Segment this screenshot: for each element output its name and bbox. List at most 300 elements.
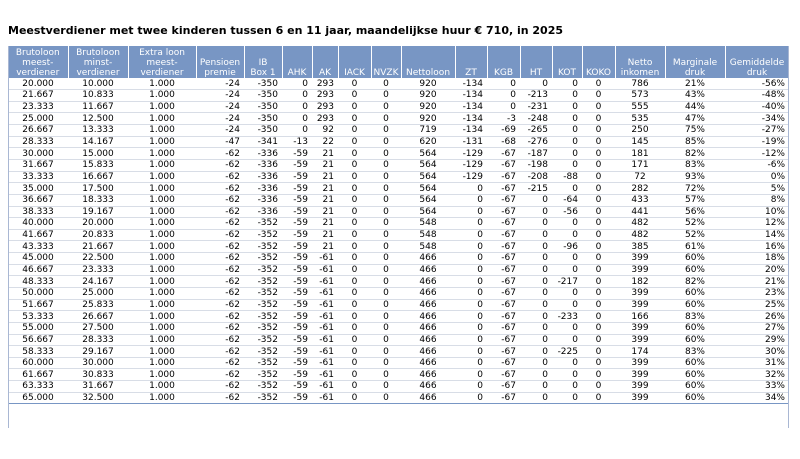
cell-ak: -61 bbox=[312, 299, 338, 311]
cell-pp: -47 bbox=[196, 136, 244, 148]
cell-bm: 23.333 bbox=[8, 101, 68, 113]
cell-ni: 174 bbox=[615, 346, 665, 358]
cell-pp: -62 bbox=[196, 311, 244, 323]
cell-ni: 250 bbox=[615, 125, 665, 137]
cell-kot: 0 bbox=[552, 90, 582, 102]
cell-koko: 0 bbox=[582, 392, 615, 404]
cell-kgb: -67 bbox=[487, 392, 520, 404]
cell-gd: 29% bbox=[725, 334, 789, 346]
cell-ht: -215 bbox=[520, 183, 552, 195]
cell-iack: 0 bbox=[338, 171, 371, 183]
cell-nvzk: 0 bbox=[371, 194, 401, 206]
cell-iack: 0 bbox=[338, 194, 371, 206]
table-row bbox=[8, 311, 789, 323]
cell-iack: 0 bbox=[338, 159, 371, 171]
cell-pp: -24 bbox=[196, 113, 244, 125]
column-header-gd: Gemiddelde druk bbox=[725, 46, 789, 78]
cell-ahk: -59 bbox=[282, 241, 312, 253]
cell-ahk: -59 bbox=[282, 381, 312, 393]
cell-ahk: -59 bbox=[282, 194, 312, 206]
cell-bm: 43.333 bbox=[8, 241, 68, 253]
cell-ib: -352 bbox=[244, 311, 282, 323]
cell-pp: -62 bbox=[196, 183, 244, 195]
cell-md: 85% bbox=[665, 136, 725, 148]
cell-koko: 0 bbox=[582, 241, 615, 253]
cell-ahk: -59 bbox=[282, 392, 312, 404]
cell-md: 60% bbox=[665, 287, 725, 299]
cell-pp: -62 bbox=[196, 357, 244, 369]
cell-ht: 0 bbox=[520, 253, 552, 265]
cell-gd: 32% bbox=[725, 369, 789, 381]
cell-ni: 399 bbox=[615, 322, 665, 334]
cell-ib: -352 bbox=[244, 253, 282, 265]
cell-nl: 466 bbox=[401, 346, 455, 358]
cell-kot: 0 bbox=[552, 136, 582, 148]
cell-kgb: -67 bbox=[487, 264, 520, 276]
cell-nl: 920 bbox=[401, 101, 455, 113]
cell-ib: -352 bbox=[244, 381, 282, 393]
cell-kot: 0 bbox=[552, 392, 582, 404]
cell-ak: -61 bbox=[312, 264, 338, 276]
cell-zt: 0 bbox=[455, 357, 487, 369]
cell-gd: 25% bbox=[725, 299, 789, 311]
cell-bn: 20.833 bbox=[68, 229, 128, 241]
cell-kgb: -67 bbox=[487, 159, 520, 171]
column-header-ht: HT bbox=[520, 46, 552, 78]
cell-gd: 21% bbox=[725, 276, 789, 288]
cell-kgb: -67 bbox=[487, 241, 520, 253]
cell-zt: -134 bbox=[455, 90, 487, 102]
cell-ht: 0 bbox=[520, 78, 552, 90]
cell-nvzk: 0 bbox=[371, 125, 401, 137]
cell-kot: 0 bbox=[552, 299, 582, 311]
cell-ahk: 0 bbox=[282, 90, 312, 102]
cell-bm: 21.667 bbox=[8, 90, 68, 102]
cell-nvzk: 0 bbox=[371, 392, 401, 404]
cell-bn: 20.000 bbox=[68, 218, 128, 230]
cell-ni: 399 bbox=[615, 381, 665, 393]
column-header-nvzk: NVZK bbox=[371, 46, 401, 78]
cell-kot: 0 bbox=[552, 253, 582, 265]
cell-ak: -61 bbox=[312, 287, 338, 299]
cell-kgb: -67 bbox=[487, 287, 520, 299]
cell-md: 72% bbox=[665, 183, 725, 195]
cell-nvzk: 0 bbox=[371, 90, 401, 102]
cell-ht: 0 bbox=[520, 322, 552, 334]
cell-kot: 0 bbox=[552, 322, 582, 334]
cell-nvzk: 0 bbox=[371, 171, 401, 183]
cell-koko: 0 bbox=[582, 90, 615, 102]
cell-bn: 30.833 bbox=[68, 369, 128, 381]
column-header-iack: IACK bbox=[338, 46, 371, 78]
cell-ex: 1.000 bbox=[128, 136, 196, 148]
cell-ahk: -59 bbox=[282, 334, 312, 346]
cell-ex: 1.000 bbox=[128, 206, 196, 218]
cell-nvzk: 0 bbox=[371, 229, 401, 241]
cell-ex: 1.000 bbox=[128, 241, 196, 253]
cell-pp: -62 bbox=[196, 148, 244, 160]
column-header-md: Marginale druk bbox=[665, 46, 725, 78]
cell-gd: 27% bbox=[725, 322, 789, 334]
cell-ex: 1.000 bbox=[128, 381, 196, 393]
cell-ahk: -59 bbox=[282, 183, 312, 195]
cell-gd: 8% bbox=[725, 194, 789, 206]
cell-ib: -352 bbox=[244, 241, 282, 253]
cell-zt: -129 bbox=[455, 159, 487, 171]
cell-gd: 23% bbox=[725, 287, 789, 299]
cell-koko: 0 bbox=[582, 299, 615, 311]
cell-gd: -48% bbox=[725, 90, 789, 102]
cell-ib: -352 bbox=[244, 264, 282, 276]
cell-ex: 1.000 bbox=[128, 78, 196, 90]
cell-ib: -352 bbox=[244, 334, 282, 346]
cell-nl: 466 bbox=[401, 334, 455, 346]
cell-ib: -352 bbox=[244, 218, 282, 230]
cell-bm: 35.000 bbox=[8, 183, 68, 195]
cell-ib: -352 bbox=[244, 287, 282, 299]
cell-gd: 31% bbox=[725, 357, 789, 369]
cell-iack: 0 bbox=[338, 322, 371, 334]
cell-bn: 23.333 bbox=[68, 264, 128, 276]
cell-ak: -61 bbox=[312, 311, 338, 323]
cell-ni: 399 bbox=[615, 334, 665, 346]
cell-zt: 0 bbox=[455, 264, 487, 276]
cell-bn: 30.000 bbox=[68, 357, 128, 369]
cell-kot: 0 bbox=[552, 381, 582, 393]
cell-bn: 25.833 bbox=[68, 299, 128, 311]
cell-nvzk: 0 bbox=[371, 276, 401, 288]
cell-bm: 60.000 bbox=[8, 357, 68, 369]
table-header bbox=[8, 46, 789, 78]
cell-ni: 166 bbox=[615, 311, 665, 323]
cell-ahk: -59 bbox=[282, 159, 312, 171]
cell-nl: 564 bbox=[401, 159, 455, 171]
table-row bbox=[8, 78, 789, 90]
cell-ni: 399 bbox=[615, 287, 665, 299]
cell-nvzk: 0 bbox=[371, 113, 401, 125]
cell-kot: 0 bbox=[552, 159, 582, 171]
cell-koko: 0 bbox=[582, 148, 615, 160]
cell-pp: -24 bbox=[196, 125, 244, 137]
cell-iack: 0 bbox=[338, 148, 371, 160]
cell-gd: -56% bbox=[725, 78, 789, 90]
cell-kot: 0 bbox=[552, 357, 582, 369]
cell-ht: 0 bbox=[520, 369, 552, 381]
table-row bbox=[8, 241, 789, 253]
cell-ex: 1.000 bbox=[128, 229, 196, 241]
cell-gd: 10% bbox=[725, 206, 789, 218]
table-row bbox=[8, 253, 789, 265]
column-header-ni: Netto inkomen bbox=[615, 46, 665, 78]
cell-md: 60% bbox=[665, 381, 725, 393]
cell-nl: 620 bbox=[401, 136, 455, 148]
cell-nvzk: 0 bbox=[371, 148, 401, 160]
cell-ahk: -59 bbox=[282, 264, 312, 276]
cell-kgb: 0 bbox=[487, 78, 520, 90]
cell-pp: -62 bbox=[196, 194, 244, 206]
cell-ahk: -59 bbox=[282, 218, 312, 230]
cell-iack: 0 bbox=[338, 346, 371, 358]
cell-ex: 1.000 bbox=[128, 183, 196, 195]
cell-ak: 21 bbox=[312, 206, 338, 218]
table-row bbox=[8, 369, 789, 381]
cell-pp: -62 bbox=[196, 229, 244, 241]
cell-ak: 293 bbox=[312, 101, 338, 113]
cell-bm: 55.000 bbox=[8, 322, 68, 334]
cell-kot: -217 bbox=[552, 276, 582, 288]
cell-ak: -61 bbox=[312, 334, 338, 346]
cell-koko: 0 bbox=[582, 194, 615, 206]
cell-bm: 51.667 bbox=[8, 299, 68, 311]
cell-koko: 0 bbox=[582, 125, 615, 137]
cell-kot: 0 bbox=[552, 369, 582, 381]
cell-zt: 0 bbox=[455, 346, 487, 358]
cell-ak: 21 bbox=[312, 159, 338, 171]
cell-ak: -61 bbox=[312, 357, 338, 369]
cell-kot: -56 bbox=[552, 206, 582, 218]
cell-koko: 0 bbox=[582, 287, 615, 299]
cell-ex: 1.000 bbox=[128, 276, 196, 288]
cell-ahk: -59 bbox=[282, 346, 312, 358]
table-row bbox=[8, 125, 789, 137]
cell-nl: 920 bbox=[401, 78, 455, 90]
cell-nl: 466 bbox=[401, 381, 455, 393]
cell-ht: -187 bbox=[520, 148, 552, 160]
cell-ex: 1.000 bbox=[128, 148, 196, 160]
cell-ahk: -59 bbox=[282, 287, 312, 299]
cell-kgb: -69 bbox=[487, 125, 520, 137]
cell-zt: 0 bbox=[455, 311, 487, 323]
cell-gd: 12% bbox=[725, 218, 789, 230]
cell-md: 43% bbox=[665, 90, 725, 102]
cell-ib: -352 bbox=[244, 369, 282, 381]
cell-ni: 573 bbox=[615, 90, 665, 102]
cell-pp: -62 bbox=[196, 241, 244, 253]
cell-gd: 26% bbox=[725, 311, 789, 323]
cell-nvzk: 0 bbox=[371, 299, 401, 311]
cell-nl: 466 bbox=[401, 299, 455, 311]
cell-koko: 0 bbox=[582, 78, 615, 90]
cell-kgb: 0 bbox=[487, 90, 520, 102]
cell-ak: -61 bbox=[312, 322, 338, 334]
cell-kgb: -67 bbox=[487, 229, 520, 241]
cell-nl: 719 bbox=[401, 125, 455, 137]
cell-md: 60% bbox=[665, 253, 725, 265]
cell-kgb: -67 bbox=[487, 369, 520, 381]
cell-pp: -62 bbox=[196, 253, 244, 265]
cell-ht: 0 bbox=[520, 206, 552, 218]
cell-zt: -129 bbox=[455, 148, 487, 160]
cell-bn: 21.667 bbox=[68, 241, 128, 253]
cell-zt: 0 bbox=[455, 206, 487, 218]
cell-ht: -231 bbox=[520, 101, 552, 113]
cell-nvzk: 0 bbox=[371, 183, 401, 195]
cell-nl: 564 bbox=[401, 194, 455, 206]
cell-nvzk: 0 bbox=[371, 287, 401, 299]
cell-ht: -213 bbox=[520, 90, 552, 102]
cell-iack: 0 bbox=[338, 218, 371, 230]
cell-bn: 26.667 bbox=[68, 311, 128, 323]
cell-ht: -265 bbox=[520, 125, 552, 137]
cell-kot: 0 bbox=[552, 334, 582, 346]
cell-ni: 535 bbox=[615, 113, 665, 125]
cell-iack: 0 bbox=[338, 229, 371, 241]
cell-bm: 45.000 bbox=[8, 253, 68, 265]
cell-kot: -96 bbox=[552, 241, 582, 253]
cell-ak: 21 bbox=[312, 148, 338, 160]
cell-ex: 1.000 bbox=[128, 101, 196, 113]
cell-zt: 0 bbox=[455, 322, 487, 334]
cell-ib: -352 bbox=[244, 322, 282, 334]
cell-ni: 399 bbox=[615, 299, 665, 311]
cell-nvzk: 0 bbox=[371, 159, 401, 171]
cell-bn: 12.500 bbox=[68, 113, 128, 125]
cell-pp: -62 bbox=[196, 206, 244, 218]
cell-kot: -225 bbox=[552, 346, 582, 358]
cell-ex: 1.000 bbox=[128, 311, 196, 323]
cell-pp: -62 bbox=[196, 171, 244, 183]
cell-md: 75% bbox=[665, 125, 725, 137]
cell-ht: -208 bbox=[520, 171, 552, 183]
cell-md: 52% bbox=[665, 218, 725, 230]
cell-koko: 0 bbox=[582, 381, 615, 393]
cell-md: 60% bbox=[665, 322, 725, 334]
cell-zt: -134 bbox=[455, 113, 487, 125]
cell-ib: -352 bbox=[244, 392, 282, 404]
header-row bbox=[8, 46, 789, 78]
cell-nvzk: 0 bbox=[371, 264, 401, 276]
cell-koko: 0 bbox=[582, 322, 615, 334]
cell-kgb: 0 bbox=[487, 101, 520, 113]
cell-nl: 564 bbox=[401, 206, 455, 218]
cell-md: 44% bbox=[665, 101, 725, 113]
cell-bm: 65.000 bbox=[8, 392, 68, 404]
cell-ex: 1.000 bbox=[128, 369, 196, 381]
cell-md: 21% bbox=[665, 78, 725, 90]
cell-bm: 53.333 bbox=[8, 311, 68, 323]
cell-bn: 17.500 bbox=[68, 183, 128, 195]
cell-bn: 29.167 bbox=[68, 346, 128, 358]
cell-ahk: 0 bbox=[282, 101, 312, 113]
cell-koko: 0 bbox=[582, 346, 615, 358]
cell-md: 60% bbox=[665, 369, 725, 381]
cell-ib: -352 bbox=[244, 357, 282, 369]
cell-gd: -12% bbox=[725, 148, 789, 160]
table-row bbox=[8, 276, 789, 288]
cell-koko: 0 bbox=[582, 276, 615, 288]
cell-bm: 46.667 bbox=[8, 264, 68, 276]
cell-ak: 293 bbox=[312, 78, 338, 90]
cell-ex: 1.000 bbox=[128, 194, 196, 206]
cell-ex: 1.000 bbox=[128, 334, 196, 346]
page-title: Meestverdiener met twee kinderen tussen 6 en 11 jaar, maandelijkse huur € 710, in 2025 bbox=[8, 24, 564, 37]
cell-ib: -336 bbox=[244, 148, 282, 160]
cell-ak: -61 bbox=[312, 276, 338, 288]
cell-zt: 0 bbox=[455, 369, 487, 381]
cell-bn: 24.167 bbox=[68, 276, 128, 288]
cell-md: 56% bbox=[665, 206, 725, 218]
cell-bm: 30.000 bbox=[8, 148, 68, 160]
cell-ahk: 0 bbox=[282, 78, 312, 90]
cell-pp: -62 bbox=[196, 381, 244, 393]
cell-ht: 0 bbox=[520, 229, 552, 241]
cell-bn: 32.500 bbox=[68, 392, 128, 404]
cell-bn: 14.167 bbox=[68, 136, 128, 148]
cell-ex: 1.000 bbox=[128, 264, 196, 276]
cell-ib: -336 bbox=[244, 194, 282, 206]
cell-ex: 1.000 bbox=[128, 113, 196, 125]
cell-koko: 0 bbox=[582, 171, 615, 183]
cell-ak: 21 bbox=[312, 218, 338, 230]
cell-kgb: -67 bbox=[487, 381, 520, 393]
table-row bbox=[8, 183, 789, 195]
cell-gd: 33% bbox=[725, 381, 789, 393]
cell-ahk: -59 bbox=[282, 369, 312, 381]
cell-iack: 0 bbox=[338, 311, 371, 323]
cell-ak: 21 bbox=[312, 194, 338, 206]
cell-ex: 1.000 bbox=[128, 159, 196, 171]
cell-ak: 293 bbox=[312, 113, 338, 125]
cell-nvzk: 0 bbox=[371, 136, 401, 148]
cell-nvzk: 0 bbox=[371, 78, 401, 90]
cell-ak: 21 bbox=[312, 183, 338, 195]
cell-iack: 0 bbox=[338, 90, 371, 102]
cell-pp: -24 bbox=[196, 78, 244, 90]
table-row bbox=[8, 159, 789, 171]
cell-md: 82% bbox=[665, 148, 725, 160]
cell-ni: 786 bbox=[615, 78, 665, 90]
column-header-bn: Brutoloon minst- verdiener bbox=[68, 46, 128, 78]
cell-ht: 0 bbox=[520, 276, 552, 288]
cell-nvzk: 0 bbox=[371, 206, 401, 218]
cell-kgb: -67 bbox=[487, 299, 520, 311]
cell-zt: -131 bbox=[455, 136, 487, 148]
cell-md: 60% bbox=[665, 334, 725, 346]
cell-ni: 399 bbox=[615, 369, 665, 381]
cell-bn: 15.000 bbox=[68, 148, 128, 160]
cell-pp: -62 bbox=[196, 299, 244, 311]
cell-bm: 40.000 bbox=[8, 218, 68, 230]
cell-gd: -19% bbox=[725, 136, 789, 148]
cell-nl: 466 bbox=[401, 276, 455, 288]
cell-ak: 22 bbox=[312, 136, 338, 148]
cell-pp: -62 bbox=[196, 369, 244, 381]
cell-kot: 0 bbox=[552, 229, 582, 241]
cell-ni: 399 bbox=[615, 392, 665, 404]
cell-kgb: -67 bbox=[487, 357, 520, 369]
cell-gd: -40% bbox=[725, 101, 789, 113]
column-header-zt: ZT bbox=[455, 46, 487, 78]
cell-iack: 0 bbox=[338, 369, 371, 381]
cell-bm: 33.333 bbox=[8, 171, 68, 183]
cell-ex: 1.000 bbox=[128, 322, 196, 334]
cell-ib: -352 bbox=[244, 276, 282, 288]
table-row bbox=[8, 90, 789, 102]
cell-zt: 0 bbox=[455, 334, 487, 346]
table-row bbox=[8, 322, 789, 334]
cell-bm: 41.667 bbox=[8, 229, 68, 241]
cell-ht: 0 bbox=[520, 287, 552, 299]
cell-ak: 21 bbox=[312, 229, 338, 241]
cell-pp: -62 bbox=[196, 287, 244, 299]
cell-ahk: 0 bbox=[282, 113, 312, 125]
cell-zt: 0 bbox=[455, 218, 487, 230]
cell-gd: 5% bbox=[725, 183, 789, 195]
table-row bbox=[8, 206, 789, 218]
cell-bm: 28.333 bbox=[8, 136, 68, 148]
cell-pp: -62 bbox=[196, 346, 244, 358]
cell-iack: 0 bbox=[338, 78, 371, 90]
